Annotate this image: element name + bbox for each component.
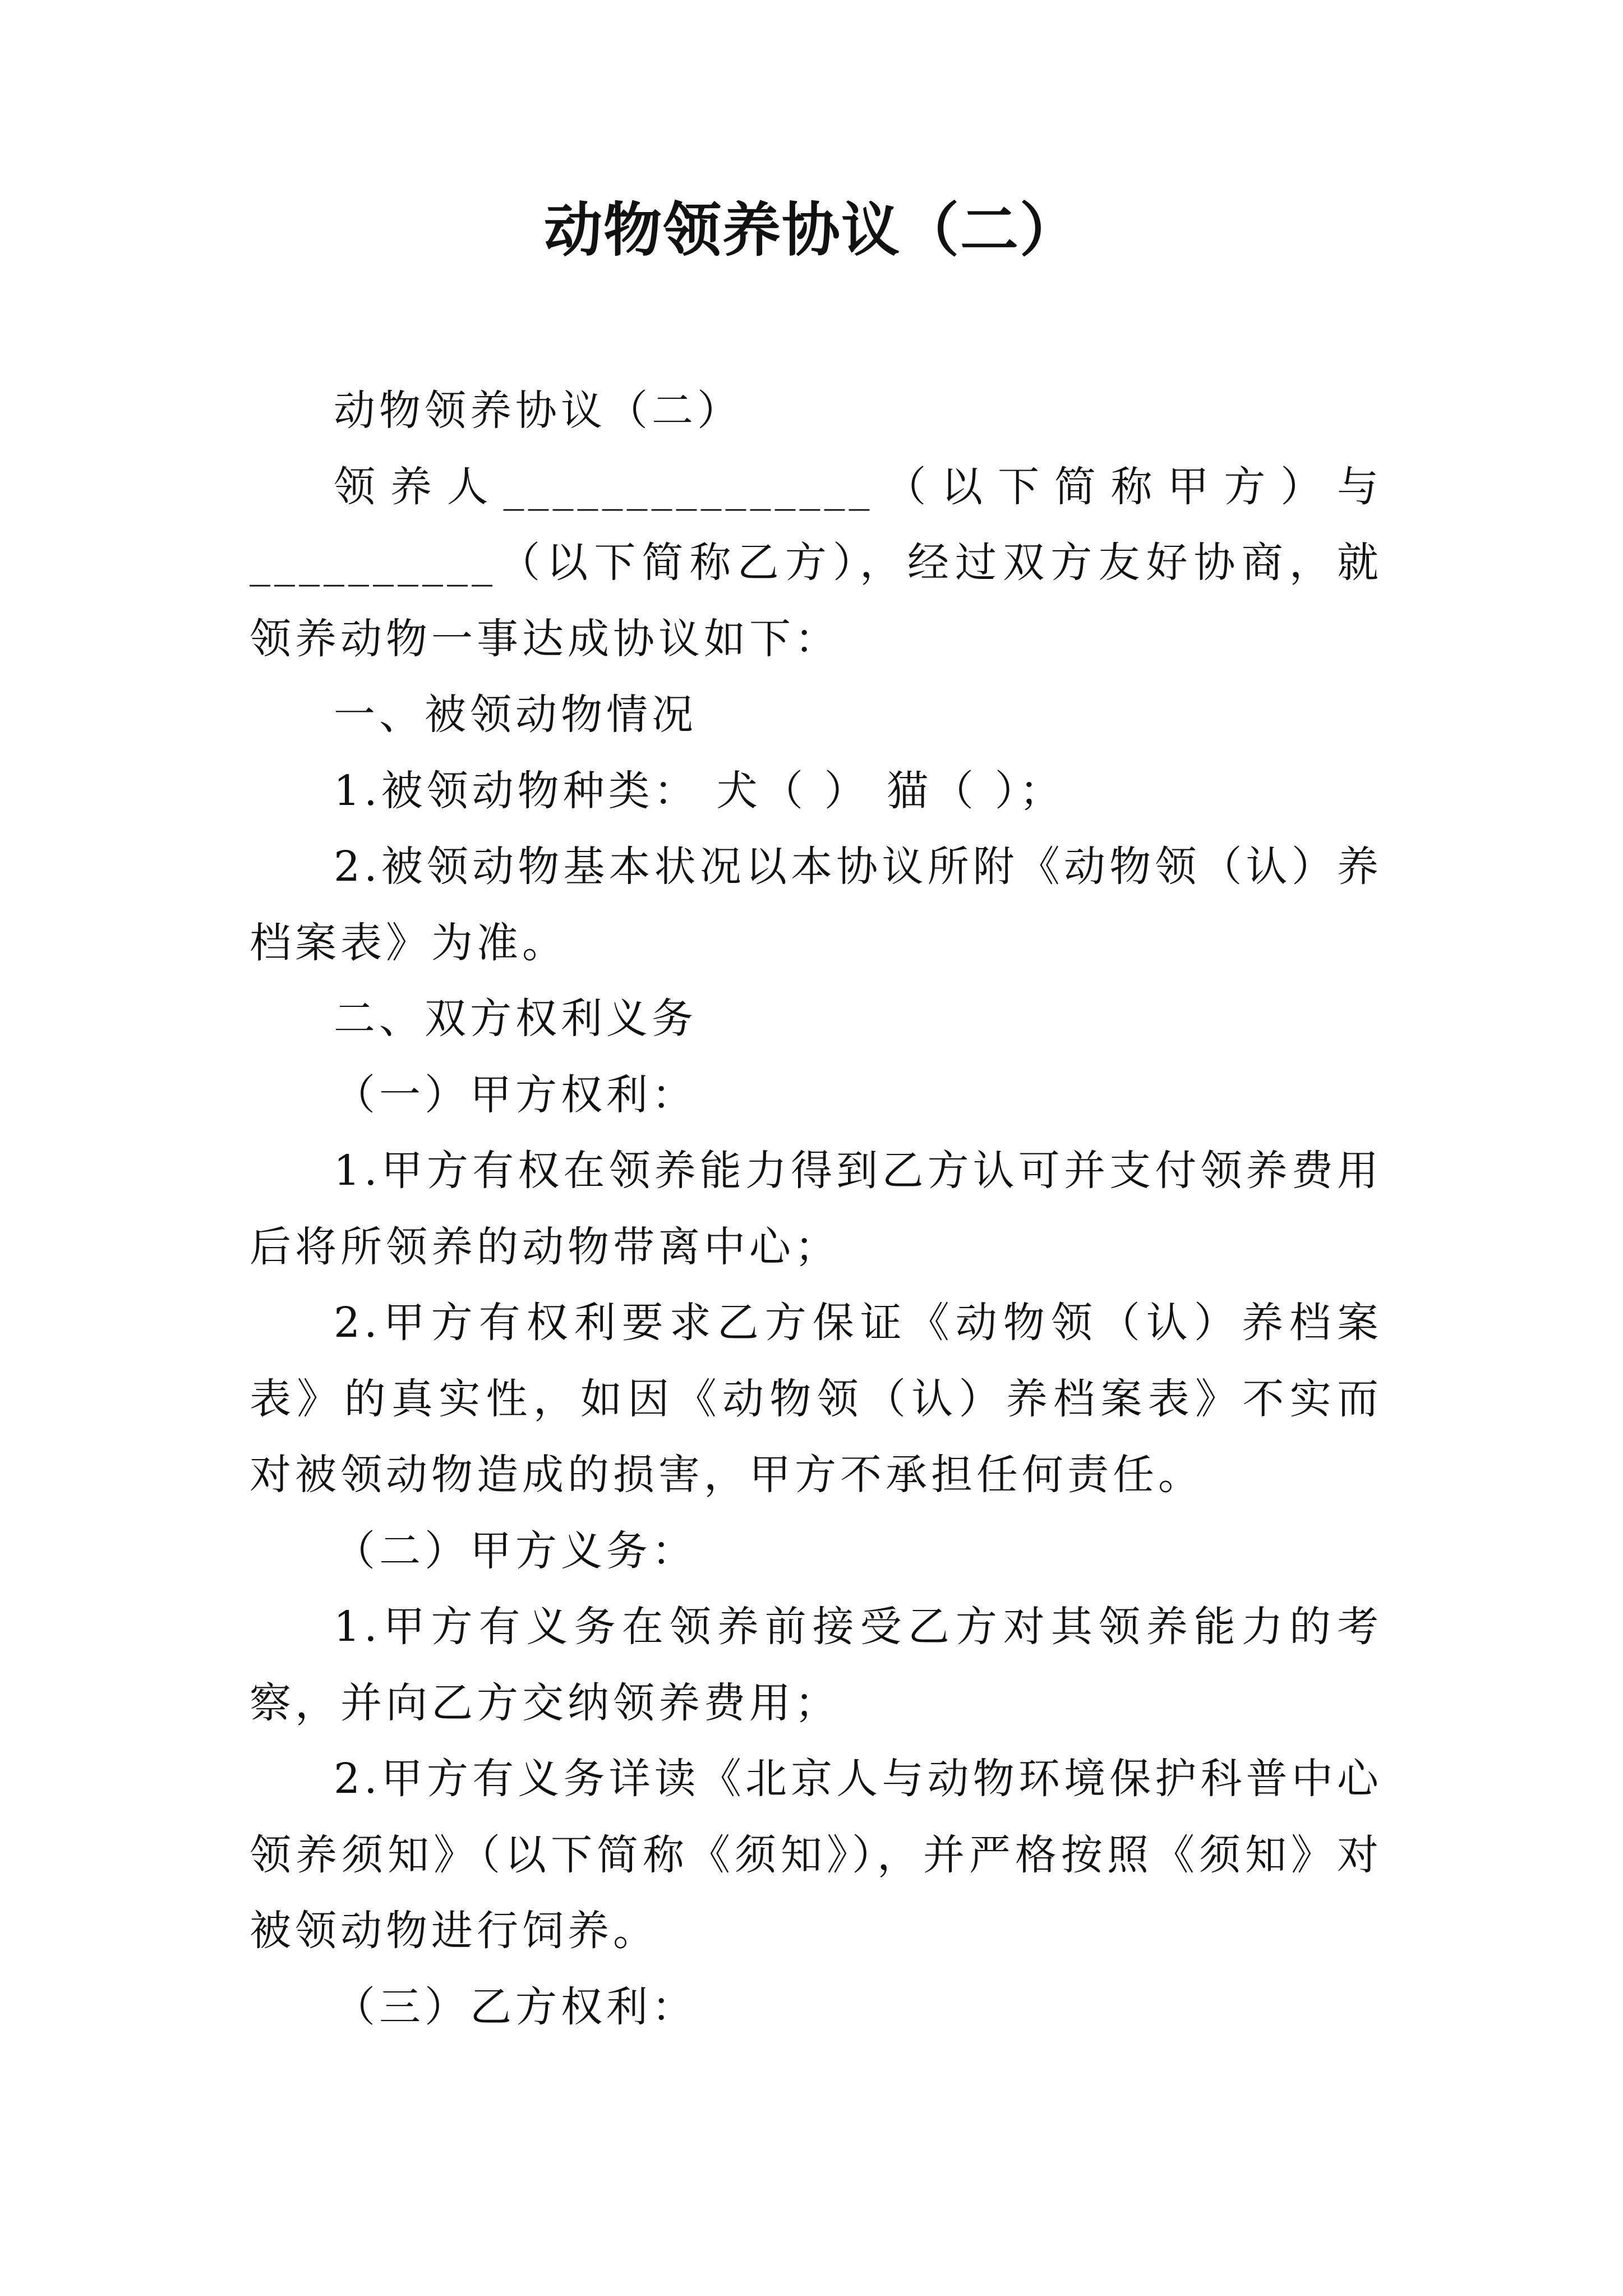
document-body [250,373,1382,2045]
paragraph-party-a-right-2: 2.甲方有权利要求乙方保证《动物领（认）养档案表》的真实性，如因《动物领（认）养档案表》不实而对被领动物造成的损害，甲方不承担任何责任。 [250,1299,1382,1499]
paragraph-animal-type: 1.被领动物种类： 犬（ ） 猫（ ）； [334,766,1065,815]
paragraph-party-a-obligation-1: 1.甲方有义务在领养前接受乙方对其领养能力的考察，并向乙方交纳领养费用； [250,1603,1382,1727]
paragraph-animal-status: 2.被领动物基本状况以本协议所附《动物领（认）养档案表》为准。 [250,843,1382,967]
paragraph-party-a-right-1: 1.甲方有权在领养能力得到乙方认可并支付领养费用后将所领养的动物带离中心； [250,1147,1382,1271]
section-heading-animal-info: 一、被领动物情况 [334,691,697,739]
subsection-heading-party-b-rights: （三）乙方权利： [334,1982,697,2031]
subsection-heading-party-a-obligations: （二）甲方义务： [334,1526,697,1575]
document-title: 动物领养协议（二） [543,195,1079,264]
subsection-heading-party-a-rights: （一）甲方权利： [334,1070,697,1119]
paragraph-party-a-obligation-2: 2.甲方有义务详读《北京人与动物环境保护科普中心领养须知》（以下简称《须知》），并严格按照《须知》对被领动物进行饲养。 [250,1755,1382,1955]
section-heading-rights-obligations: 二、双方权利义务 [334,995,697,1043]
paragraph-heading-repeat: 动物领养协议（二） [334,386,743,435]
paragraph-parties: 领养人_______________（以下简称甲方）与__________（以下简称乙方），经过双方友好协商，就领养动物一事达成协议如下： [250,462,1382,663]
